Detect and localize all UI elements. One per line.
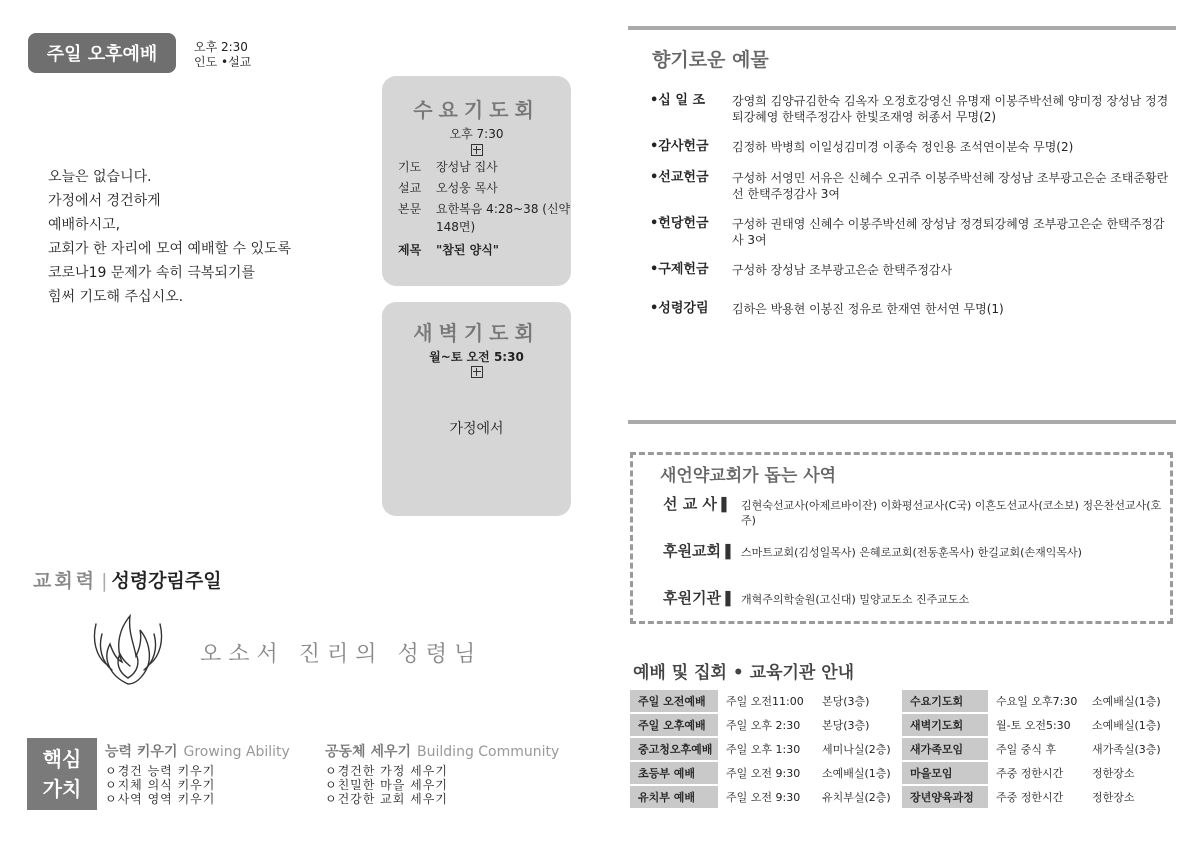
row-value: "참된 양식" bbox=[436, 243, 500, 257]
table-cell: 새벽기도회 bbox=[902, 714, 988, 736]
afternoon-service-time: 오후 2:30 bbox=[194, 40, 248, 54]
table-cell: 정한장소 bbox=[1092, 791, 1135, 804]
afternoon-service-leader: 인도 •설교 bbox=[194, 55, 252, 69]
table-cell: 주일 오전 9:30 bbox=[726, 791, 801, 804]
core-value-heading bbox=[325, 741, 559, 761]
table-cell: 월-토 오전5:30 bbox=[996, 719, 1071, 732]
mission-key-text: 후원교회 bbox=[663, 542, 721, 560]
core-value-group bbox=[325, 741, 559, 806]
pentecost-subtitle: 오소서 진리의 성령님 bbox=[200, 642, 483, 667]
offering-row bbox=[650, 139, 1175, 155]
offering-type: •감사헌금 bbox=[650, 139, 709, 154]
wednesday-row bbox=[398, 158, 571, 176]
row-value: 오성웅 목사 bbox=[436, 181, 498, 195]
mission-value: 김현숙선교사(아제르바이잔) 이화평선교사(C국) 이흔도선교사(코소보) 정은찬선교사(호주) bbox=[741, 499, 1162, 527]
table-cell: 주일 오후 1:30 bbox=[726, 743, 801, 756]
core-value-en: Growing Ability bbox=[183, 744, 290, 760]
offering-row bbox=[650, 170, 1175, 202]
cancellation-notice bbox=[48, 165, 368, 309]
notice-line: 교회가 한 자리에 모여 예배할 수 있도록 bbox=[48, 241, 292, 257]
table-cell: 세미나실(2층) bbox=[822, 743, 891, 756]
offering-row bbox=[650, 93, 1175, 125]
notice-line: 예배하시고, bbox=[48, 217, 121, 233]
core-badge-line2: 가치 bbox=[42, 777, 82, 801]
cross-icon bbox=[471, 366, 483, 378]
church-calendar bbox=[33, 566, 222, 593]
table-cell: 주일 오전11:00 bbox=[726, 695, 804, 708]
table-cell: 마을모임 bbox=[902, 762, 988, 784]
row-key: 본문 bbox=[398, 202, 422, 216]
table-cell: 소예배실(1층) bbox=[1092, 719, 1161, 732]
table-cell: 주중 정한시간 bbox=[996, 791, 1064, 804]
cross-icon bbox=[471, 144, 483, 156]
table-cell: 주일 오전예배 bbox=[630, 690, 718, 712]
offering-row bbox=[650, 301, 1175, 317]
calendar-label: 교회력 bbox=[33, 570, 98, 592]
table-cell: 정한장소 bbox=[1092, 767, 1135, 780]
row-key: 설교 bbox=[398, 181, 422, 195]
table-cell: 유치부 예배 bbox=[630, 786, 718, 808]
offering-type: •선교헌금 bbox=[650, 170, 709, 185]
row-key: 기도 bbox=[398, 160, 422, 174]
afternoon-service-title: 주일 오후예배 bbox=[28, 33, 176, 73]
row-key: 제목 bbox=[398, 243, 422, 257]
core-value-group bbox=[105, 741, 290, 806]
offering-type: •헌당헌금 bbox=[650, 216, 709, 231]
core-value-ko: 공동체 세우기 bbox=[325, 744, 412, 760]
offering-names: 구성하 서영민 서유은 신혜수 오귀주 이봉주박선혜 장성남 조부광고은순 조태준황란선 한택주정감사 3여 bbox=[732, 171, 1169, 201]
core-value-ko: 능력 키우기 bbox=[105, 744, 178, 760]
offering-names: 강영희 김양규김한숙 김옥자 오정호강영신 유명재 이봉주박선혜 양미정 장성남 정경퇴강혜영 한택주정감사 한빛조재영 허종서 무명(2) bbox=[732, 94, 1169, 124]
core-value-item: ㅇ친밀한 마을 세우기 bbox=[325, 778, 448, 792]
offering-names: 김하은 박용현 이봉진 정유로 한재연 한서연 무명(1) bbox=[732, 302, 1004, 316]
notice-line: 코로나19 문제가 속히 극복되기를 bbox=[48, 265, 255, 281]
calendar-name: 성령강림주일 bbox=[111, 570, 222, 592]
wednesday-title: 수요기도회 bbox=[413, 98, 540, 122]
mission-key: 선 교 사 ▌ bbox=[663, 495, 732, 513]
table-cell: 장년양육과정 bbox=[902, 786, 988, 808]
table-row bbox=[630, 786, 1176, 808]
table-cell: 새가족실(3층) bbox=[1092, 743, 1161, 756]
dawn-title: 새벽기도회 bbox=[413, 321, 540, 345]
mission-row bbox=[663, 497, 1163, 528]
section-divider bbox=[628, 420, 1176, 424]
wednesday-row bbox=[398, 241, 571, 259]
core-value-item: ㅇ건강한 교회 세우기 bbox=[325, 792, 448, 806]
mission-key: 후원교회 ▌ bbox=[663, 542, 736, 560]
core-value-item: ㅇ사역 영역 키우기 bbox=[105, 792, 216, 806]
offering-names: 구성하 권태영 신혜수 이봉주박선혜 장성남 정경퇴강혜영 조부광고은순 한택주정감사 3여 bbox=[732, 217, 1165, 247]
mission-row bbox=[663, 544, 1163, 560]
table-cell: 주중 정한시간 bbox=[996, 767, 1064, 780]
dawn-place: 가정에서 bbox=[449, 421, 504, 437]
mission-row bbox=[663, 591, 1163, 607]
offerings-title: 향기로운 예물 bbox=[652, 49, 769, 71]
table-row bbox=[630, 762, 1176, 784]
table-cell: 본당(3층) bbox=[822, 719, 870, 732]
offering-type: •구제헌금 bbox=[650, 262, 709, 277]
core-value-item: ㅇ경건 능력 키우기 bbox=[105, 764, 216, 778]
table-cell: 본당(3층) bbox=[822, 695, 870, 708]
table-cell: 새가족모임 bbox=[902, 738, 988, 760]
mission-key: 후원기관 ▌ bbox=[663, 589, 736, 607]
core-value-item: ㅇ경건한 가정 세우기 bbox=[325, 764, 448, 778]
table-cell: 주일 오후예배 bbox=[630, 714, 718, 736]
offering-names: 김정하 박병희 이일성김미경 이종숙 정인용 조석연이분숙 무명(2) bbox=[732, 140, 1074, 154]
table-cell: 초등부 예배 bbox=[630, 762, 718, 784]
table-cell: 소예배실(1층) bbox=[1092, 695, 1161, 708]
core-value-item: ㅇ지체 의식 키우기 bbox=[105, 778, 216, 792]
table-cell: 유치부실(2층) bbox=[822, 791, 891, 804]
row-value: 요한복음 4:28~38 (신약 148면) bbox=[436, 202, 571, 234]
row-value: 장성남 집사 bbox=[436, 160, 498, 174]
table-row bbox=[630, 690, 1176, 712]
schedule-table bbox=[630, 688, 1176, 810]
core-values-badge bbox=[27, 738, 97, 810]
table-cell: 수요기도회 bbox=[902, 690, 988, 712]
offering-type: •십 일 조 bbox=[650, 93, 706, 108]
table-cell: 소예배실(1층) bbox=[822, 767, 891, 780]
mission-key-text: 선 교 사 bbox=[663, 495, 717, 513]
dawn-time: 월~토 오전 5:30 bbox=[429, 350, 524, 364]
wednesday-prayer-card bbox=[382, 76, 571, 286]
section-divider bbox=[628, 26, 1176, 30]
wednesday-row bbox=[398, 179, 571, 197]
calendar-divider: | bbox=[101, 570, 108, 592]
wednesday-row bbox=[398, 200, 571, 236]
mission-key-text: 후원기관 bbox=[663, 589, 721, 607]
notice-line: 힘써 기도해 주십시오. bbox=[48, 289, 184, 305]
wednesday-time: 오후 7:30 bbox=[449, 127, 504, 141]
table-cell: 중고청오후예배 bbox=[630, 738, 718, 760]
core-value-heading bbox=[105, 741, 290, 761]
afternoon-service-info bbox=[194, 40, 251, 70]
mission-value: 개혁주의학술원(고신대) 밀양교도소 진주교도소 bbox=[741, 593, 970, 606]
table-row bbox=[630, 714, 1176, 736]
table-cell: 주일 중식 후 bbox=[996, 743, 1057, 756]
notice-line: 가정에서 경건하게 bbox=[48, 193, 161, 209]
mission-value: 스마트교회(김성일목사) 은혜로교회(전동훈목사) 한길교회(손재익목사) bbox=[741, 546, 1082, 559]
offering-row bbox=[650, 216, 1175, 248]
dawn-prayer-card bbox=[382, 302, 571, 516]
offering-row bbox=[650, 262, 1175, 278]
offering-names: 구성하 장성남 조부광고은순 한택주정감사 bbox=[732, 263, 953, 277]
table-row bbox=[630, 738, 1176, 760]
schedule-title: 예배 및 집회 • 교육기관 안내 bbox=[633, 663, 855, 683]
core-value-en: Building Community bbox=[417, 744, 560, 760]
table-cell: 주일 오전 9:30 bbox=[726, 767, 801, 780]
offering-type: •성령강림 bbox=[650, 301, 709, 316]
notice-line: 오늘은 없습니다. bbox=[48, 169, 152, 185]
mission-title: 새언약교회가 돕는 사역 bbox=[660, 466, 837, 486]
core-badge-line1: 핵심 bbox=[42, 747, 82, 771]
table-cell: 수요일 오후7:30 bbox=[996, 695, 1078, 708]
holy-spirit-flame-icon bbox=[88, 604, 168, 690]
table-cell: 주일 오후 2:30 bbox=[726, 719, 801, 732]
